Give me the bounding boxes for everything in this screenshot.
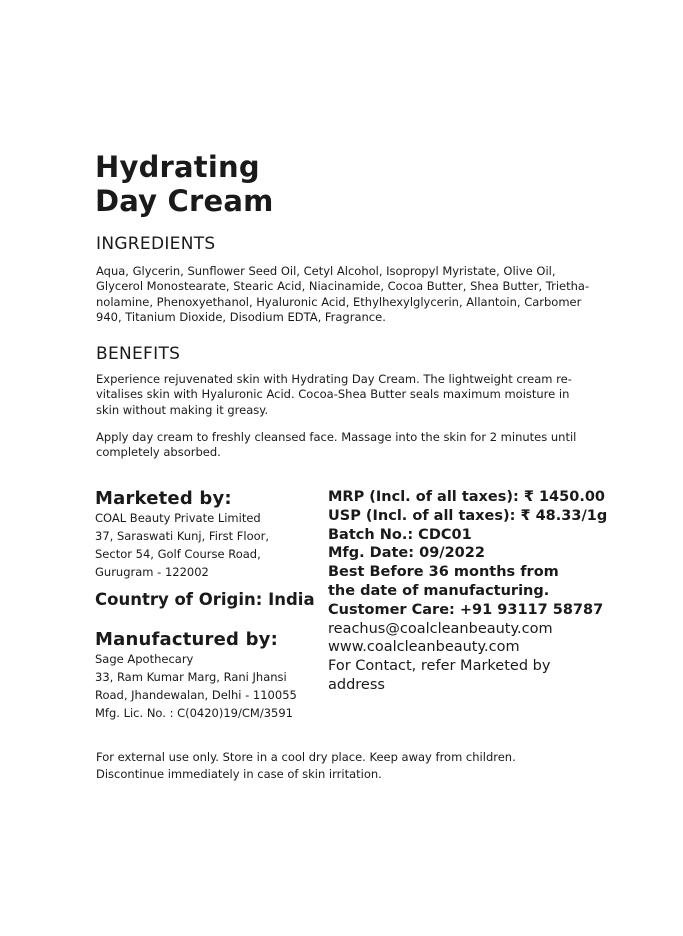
ingredients-line: nolamine, Phenoxyethanol, Hyaluronic Acid, Ethylhexylglycerin, Allantoin, Carbomer xyxy=(96,294,582,309)
mrp-price: MRP (Incl. of all taxes): ₹ 1450.00 xyxy=(328,489,606,505)
manufacturer-address-line: Sage Apothecary xyxy=(95,652,194,666)
benefits-paragraph xyxy=(96,372,586,418)
contact-note-line: For Contact, refer Marketed by xyxy=(328,658,551,675)
usage-line: Apply day cream to freshly cleansed face. Massage into the skin for 2 minutes until xyxy=(96,430,577,444)
manufacturing-license: Mfg. Lic. No. : C(0420)19/CM/3591 xyxy=(95,706,293,720)
contact-email: reachus@coalcleanbeauty.com xyxy=(328,620,553,637)
ingredients-heading: INGREDIENTS xyxy=(96,234,216,254)
manufacturer-address-line: Road, Jhandewalan, Delhi - 110055 xyxy=(95,688,297,702)
benefits-line: skin without making it greasy. xyxy=(96,402,269,417)
safety-warning xyxy=(96,749,516,782)
best-before-line: the date of manufacturing. xyxy=(328,582,550,599)
contact-note-line: address xyxy=(328,676,385,693)
ingredients-list xyxy=(96,264,590,325)
marketer-address-line: 37, Saraswati Kunj, First Floor, xyxy=(95,529,270,543)
website: www.coalcleanbeauty.com xyxy=(328,639,520,656)
marketed-by-heading: Marketed by: xyxy=(95,488,232,509)
title-line-1: Hydrating xyxy=(95,150,260,184)
warning-line: Discontinue immediately in case of skin irritation. xyxy=(96,766,382,781)
details-column xyxy=(328,488,608,695)
ingredients-line: Aqua, Glycerin, Sunflower Seed Oil, Cetyl Alcohol, Isopropyl Myristate, Olive Oil, xyxy=(96,264,556,278)
company-column xyxy=(95,488,325,722)
manufactured-by-heading: Manufactured by: xyxy=(95,629,279,650)
usp-price: USP (Incl. of all taxes): ₹ 48.33/1g xyxy=(328,507,608,524)
benefits-line: vitalises skin with Hyaluronic Acid. Cocoa-Shea Butter seals maximum moisture in xyxy=(96,387,570,402)
ingredients-line: Glycerol Monostearate, Stearic Acid, Niacinamide, Cocoa Butter, Shea Butter, Trietha- xyxy=(96,279,590,294)
marketer-address-line: Gurugram - 122002 xyxy=(95,565,209,579)
benefits-line: Experience rejuvenated skin with Hydrating Day Cream. The lightweight cream re- xyxy=(96,372,572,386)
marketer-address-line: Sector 54, Golf Course Road, xyxy=(95,547,261,561)
marketer-address-line: COAL Beauty Private Limited xyxy=(95,511,261,525)
product-title xyxy=(95,150,274,218)
manufacturer-address-line: 33, Ram Kumar Marg, Rani Jhansi xyxy=(95,670,287,684)
customer-care: Customer Care: +91 93117 58787 xyxy=(328,601,604,618)
ingredients-line: 940, Titanium Dioxide, Disodium EDTA, Fragrance. xyxy=(96,309,386,324)
title-line-2: Day Cream xyxy=(95,184,274,218)
marketer-address xyxy=(95,509,325,581)
country-of-origin: Country of Origin: India xyxy=(95,590,315,609)
manufacturer-address xyxy=(95,650,325,722)
best-before-line: Best Before 36 months from xyxy=(328,564,559,581)
benefits-heading: BENEFITS xyxy=(96,344,181,364)
warning-line: For external use only. Store in a cool dry place. Keep away from children. xyxy=(96,750,516,764)
batch-number: Batch No.: CDC01 xyxy=(328,526,472,543)
usage-line: completely absorbed. xyxy=(96,445,221,460)
mfg-date: Mfg. Date: 09/2022 xyxy=(328,545,485,562)
usage-paragraph xyxy=(96,430,586,461)
